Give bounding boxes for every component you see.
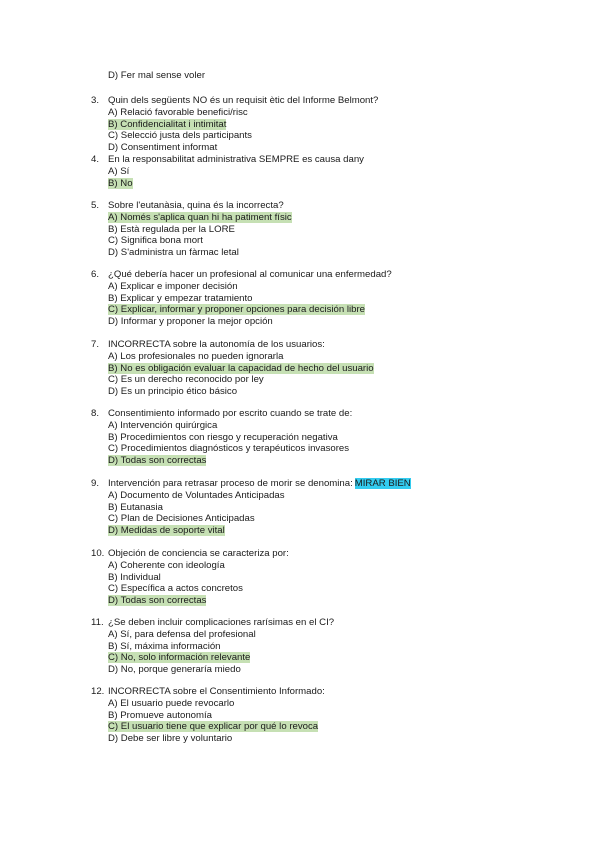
review-tag: MIRAR BIEN xyxy=(354,478,411,489)
option-d: D) Informar y proponer la mejor opción xyxy=(108,316,273,328)
question-text: Consentimiento informado por escrito cuando se trate de: xyxy=(108,408,353,419)
option-a: A) Los profesionales no pueden ignorarla xyxy=(108,350,284,362)
option-b-highlighted: B) No es obligación evaluar la capacidad de hecho del usuario xyxy=(108,362,374,374)
option-d: D) No, porque generaría miedo xyxy=(108,664,241,676)
question-6 xyxy=(91,269,392,328)
option-d-highlighted: D) Todas son correctas xyxy=(108,455,207,467)
option-a: A) Explicar e imponer decisión xyxy=(108,280,238,292)
option-a: A) Relació favorable benefici/risc xyxy=(108,106,248,118)
option-d-highlighted: D) Medidas de soporte vital xyxy=(108,525,225,537)
question-text: Sobre l'eutanàsia, quina és la incorrecta? xyxy=(108,200,284,211)
option-b: B) Eutanasia xyxy=(108,501,163,513)
question-5 xyxy=(91,200,292,259)
question-number: 9. xyxy=(91,478,100,489)
option-d: D) S'administra un fàrmac letal xyxy=(108,247,239,259)
option-a: A) Intervención quirúrgica xyxy=(108,419,218,431)
question-text: INCORRECTA sobre el Consentimiento Informado: xyxy=(108,686,325,697)
question-number: 3. xyxy=(91,95,100,106)
question-text: Intervención para retrasar proceso de morir se denomina: xyxy=(108,478,353,489)
option-b-highlighted: B) No xyxy=(108,177,133,189)
option-c: C) Procedimientos diagnósticos y terapéuticos invasores xyxy=(108,443,350,455)
question-text: En la responsabilitat administrativa SEMPRE es causa dany xyxy=(108,154,364,165)
question-9 xyxy=(91,478,411,537)
option-d: D) Es un principio ético básico xyxy=(108,386,238,398)
option-a: A) Documento de Voluntades Anticipadas xyxy=(108,489,285,501)
question-3 xyxy=(91,95,378,154)
question-4 xyxy=(91,154,364,189)
question-number: 10. xyxy=(91,548,105,559)
option-b: B) Explicar y empezar tratamiento xyxy=(108,292,253,304)
option-c: C) Plan de Decisiones Anticipadas xyxy=(108,513,255,525)
question-number: 11. xyxy=(91,617,104,628)
question-number: 4. xyxy=(91,154,100,165)
question-number: 8. xyxy=(91,408,100,419)
option-d-previous-question: D) Fer mal sense voler xyxy=(108,70,206,81)
question-text: Objeción de conciencia se caracteriza por: xyxy=(108,548,289,559)
option-b: B) Està regulada per la LORE xyxy=(108,223,235,235)
option-c-highlighted: C) Explicar, informar y proponer opciones para decisión libre xyxy=(108,304,366,316)
option-a: A) Sí xyxy=(108,165,130,177)
option-c-highlighted: C) El usuario tiene que explicar por qué lo revoca xyxy=(108,721,319,733)
option-c: C) Es un derecho reconocido por ley xyxy=(108,374,264,386)
option-b-highlighted: B) Confidencialitat i intimitat xyxy=(108,118,227,130)
option-a: A) Sí, para defensa del profesional xyxy=(108,628,256,640)
question-10 xyxy=(91,548,289,607)
option-a-highlighted: A) Només s'aplica quan hi ha patiment físic xyxy=(108,211,292,223)
question-8 xyxy=(91,408,352,467)
option-c: C) Específica a actos concretos xyxy=(108,583,243,595)
question-12 xyxy=(91,686,325,745)
option-c-highlighted: C) No, solo información relevante xyxy=(108,652,251,664)
question-text: ¿Se deben incluir complicaciones rarísimas en el CI? xyxy=(108,617,335,628)
option-b: B) Procedimientos con riesgo y recuperación negativa xyxy=(108,431,338,443)
question-number: 7. xyxy=(91,339,100,350)
question-text: INCORRECTA sobre la autonomía de los usuarios: xyxy=(108,339,325,350)
question-text: ¿Qué debería hacer un profesional al comunicar una enfermedad? xyxy=(108,269,392,280)
option-b: B) Promueve autonomía xyxy=(108,709,212,721)
option-c: C) Selecció justa dels participants xyxy=(108,130,252,142)
option-d: D) Debe ser libre y voluntario xyxy=(108,733,233,745)
question-number: 12. xyxy=(91,686,105,697)
option-b: B) Sí, máxima información xyxy=(108,640,221,652)
option-d-highlighted: D) Todas son correctas xyxy=(108,595,207,607)
option-a: A) El usuario puede revocarlo xyxy=(108,697,235,709)
question-number: 5. xyxy=(91,200,100,211)
option-d: D) Consentiment informat xyxy=(108,142,218,154)
question-11 xyxy=(91,617,334,676)
option-c: C) Significa bona mort xyxy=(108,235,203,247)
question-number: 6. xyxy=(91,269,100,280)
question-7 xyxy=(91,339,374,398)
question-text: Quin dels següents NO és un requisit ètic del Informe Belmont? xyxy=(108,95,379,106)
option-b: B) Individual xyxy=(108,571,161,583)
option-a: A) Coherente con ideología xyxy=(108,559,225,571)
